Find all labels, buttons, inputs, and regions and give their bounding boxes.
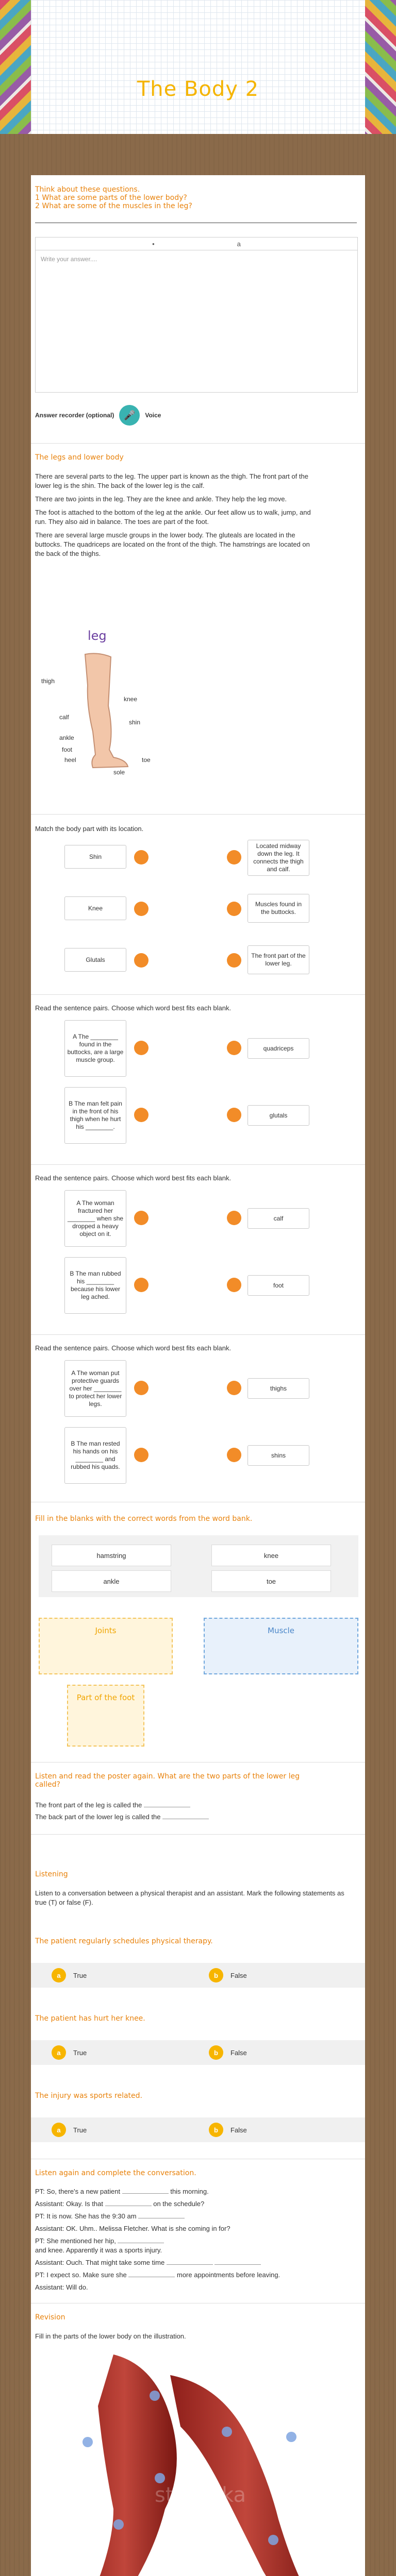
listen1-blank-1[interactable] <box>144 1801 190 1807</box>
label-hotspot[interactable] <box>150 2391 160 2401</box>
conversation-text: Assistant: Ouch. That might take some time <box>35 2259 165 2266</box>
conversation-instruction: Listen again and complete the conversation. <box>35 2169 196 2177</box>
match3-left-2[interactable]: B The man rubbed his ________ because his lower leg ached. <box>64 1257 126 1314</box>
answer-textarea[interactable]: Write your answer.... <box>41 256 97 263</box>
conversation-line <box>35 2199 344 2209</box>
anatomy-legs-image <box>52 2354 340 2576</box>
reading-paragraph-2: There are two joints in the leg. They are the knee and ankle. They help the leg move. <box>35 495 287 503</box>
conversation-text: PT: It is now. She has the 9:30 am <box>35 2212 137 2220</box>
conversation-blank-7[interactable] <box>128 2270 175 2277</box>
image-watermark: stylistika <box>155 2483 246 2507</box>
header-grid <box>31 0 365 134</box>
conversation-blank-1[interactable] <box>122 2187 169 2194</box>
option-text: False <box>230 2048 247 2057</box>
label-sole: sole <box>113 769 125 776</box>
listen1-instruction: Listen and read the poster again. What are the two parts of the lower leg called? <box>35 1772 300 1789</box>
match3-right-1[interactable]: calf <box>248 1208 309 1229</box>
microphone-icon[interactable]: 🎤 <box>119 405 140 426</box>
conversation-text: PT: She mentioned her hip, <box>35 2237 116 2245</box>
divider <box>31 1334 365 1335</box>
label-hotspot[interactable] <box>113 2519 124 2530</box>
answer-recorder <box>35 405 161 426</box>
leg-diagram-title: leg <box>88 629 107 643</box>
tf-question-1: The patient regularly schedules physical therapy. <box>35 1937 213 1945</box>
match4-right-1[interactable]: thighs <box>248 1378 309 1399</box>
intro-line-1: Think about these questions. <box>35 185 140 194</box>
conversation-blank-2[interactable] <box>105 2199 152 2206</box>
listening-text: Listen to a conversation between a physical therapist and an assistant. Mark the following statements as true (T) or false (F). <box>35 1889 344 1906</box>
match3-left-2-connector[interactable] <box>134 1278 148 1292</box>
revision-heading: Revision <box>35 2313 65 2321</box>
listen1-blank-2[interactable] <box>162 1812 209 1819</box>
listen1-line-2 <box>31 1812 369 1822</box>
option-text: True <box>73 1971 87 1979</box>
conversation-line <box>35 2224 344 2233</box>
option-badge-b: b <box>209 2045 223 2060</box>
match2-left-1-connector[interactable] <box>134 1041 148 1055</box>
label-heel: heel <box>64 756 76 764</box>
leg-illustration <box>36 629 165 773</box>
listening-heading: Listening <box>35 1870 68 1878</box>
match2-right-2-connector[interactable] <box>227 1108 241 1122</box>
conversation-text: Assistant: OK. Uhm.. Melissa Fletcher. What is she coming in for? <box>35 2225 230 2232</box>
match3-right-2-connector[interactable] <box>227 1278 241 1292</box>
match1-right-1-connector[interactable] <box>227 850 241 865</box>
conversation-line <box>35 2283 344 2292</box>
label-hotspot[interactable] <box>222 2427 232 2437</box>
conversation-text: PT: I expect so. Make sure she <box>35 2271 127 2279</box>
match1-left-1[interactable]: Shin <box>64 845 126 869</box>
conversation-blank-6[interactable] <box>214 2258 261 2265</box>
listen1-line-1-text: The front part of the leg is called the <box>35 1801 142 1809</box>
match4-right-1-connector[interactable] <box>227 1381 241 1395</box>
conversation-line <box>35 2270 344 2280</box>
label-hotspot[interactable] <box>82 2437 93 2447</box>
divider <box>31 994 365 995</box>
label-knee: knee <box>124 696 138 703</box>
match4-left-1-connector[interactable] <box>134 1381 148 1395</box>
conversation-text: this morning. <box>170 2188 209 2195</box>
match4-left-1[interactable]: A The woman put protective guards over her ________ to protect her lower legs. <box>64 1360 126 1417</box>
match2-right-1[interactable]: quadriceps <box>248 1038 309 1059</box>
reading-section <box>31 453 365 563</box>
tf-option-1-true[interactable] <box>52 1968 87 1982</box>
match2-instruction: Read the sentence pairs. Choose which word best fits each blank. <box>35 1004 232 1012</box>
label-thigh: thigh <box>41 677 55 685</box>
tf-option-1-false[interactable] <box>209 1968 247 1982</box>
voice-label: Voice <box>145 412 161 419</box>
listen1-line-1 <box>31 1801 369 1810</box>
match4-right-2-connector[interactable] <box>227 1448 241 1462</box>
page-title: The Body 2 <box>137 77 259 101</box>
conversation-text: more appointments before leaving. <box>177 2271 280 2279</box>
intro-questions <box>31 185 369 210</box>
answer-editor[interactable] <box>35 237 358 393</box>
sort-card-joints[interactable]: Joints <box>39 1618 173 1674</box>
divider <box>31 814 365 815</box>
conversation-blank-4[interactable] <box>118 2236 164 2243</box>
match4-left-2[interactable]: B The man rested his hands on his ________ and rubbed his quads. <box>64 1427 126 1484</box>
match2-left-1[interactable]: A The ________ found in the buttocks, are a large muscle group. <box>64 1020 126 1077</box>
match3-instruction: Read the sentence pairs. Choose which word best fits each blank. <box>35 1174 232 1182</box>
conversation-line <box>35 2246 344 2255</box>
leg-diagram <box>36 629 165 776</box>
match1-left-2[interactable]: Knee <box>64 896 126 920</box>
listen1-line-2-text: The back part of the lower leg is called the <box>35 1813 161 1821</box>
tf-option-3-false[interactable] <box>209 2123 247 2137</box>
divider <box>31 1834 365 1835</box>
match4-left-2-connector[interactable] <box>134 1448 148 1462</box>
label-shin: shin <box>129 719 141 726</box>
text-format-button[interactable]: a <box>237 240 241 248</box>
match1-left-2-connector[interactable] <box>134 902 148 916</box>
option-text: False <box>230 2126 247 2134</box>
option-badge-b: b <box>209 1968 223 1982</box>
worksheet <box>31 175 365 2576</box>
wordbank-word-hamstring[interactable]: hamstring <box>52 1545 171 1566</box>
match1-right-3[interactable]: The front part of the lower leg. <box>248 945 309 974</box>
match1-right-2[interactable]: Muscles found in the buttocks. <box>248 894 309 923</box>
reading-heading: The legs and lower body <box>35 453 124 462</box>
match3-right-1-connector[interactable] <box>227 1211 241 1225</box>
intro-line-3: 2 What are some of the muscles in the leg? <box>35 202 192 210</box>
option-text: True <box>73 2126 87 2134</box>
option-badge-a: a <box>52 2123 66 2137</box>
tf-question-3: The injury was sports related. <box>35 2092 142 2100</box>
label-hotspot[interactable] <box>268 2535 278 2545</box>
option-text: False <box>230 1971 247 1979</box>
match2-left-2[interactable]: B The man felt pain in the front of his thigh when he hurt his ________. <box>64 1087 126 1144</box>
match2-right-1-connector[interactable] <box>227 1041 241 1055</box>
conversation-text: and knee. Apparently it was a sports injury. <box>35 2246 162 2254</box>
reading-paragraph-3: The foot is attached to the bottom of the leg at the ankle. Our feet allow us to walk, jump, and run. They also aid in balance. The toes are part of the foot. <box>35 509 311 526</box>
label-calf: calf <box>59 714 69 721</box>
legs-illustration <box>52 2354 340 2576</box>
wordbank-word-knee[interactable]: knee <box>211 1545 331 1566</box>
bullet-list-button[interactable]: • <box>152 240 155 248</box>
match3-left-1[interactable]: A The woman fractured her ________ when she dropped a heavy object on it. <box>64 1190 126 1247</box>
match4-instruction: Read the sentence pairs. Choose which word best fits each blank. <box>35 1344 232 1352</box>
match3-left-1-connector[interactable] <box>134 1211 148 1225</box>
match1-instruction: Match the body part with its location. <box>35 825 144 833</box>
reading-paragraph-4: There are several large muscle groups in the lower body. The gluteals are located in the buttocks. The quadriceps are located on the front of the thigh. The hamstrings are located on the back of the thighs. <box>35 531 310 557</box>
conversation-transcript <box>31 2187 344 2295</box>
label-hotspot[interactable] <box>155 2473 165 2483</box>
conversation-text: Assistant: Okay. Is that <box>35 2200 103 2208</box>
conversation-text: Assistant: Will do. <box>35 2283 88 2291</box>
intro-line-2: 1 What are some parts of the lower body? <box>35 194 187 202</box>
label-toe: toe <box>142 756 151 764</box>
recorder-label: Answer recorder (optional) <box>35 412 114 419</box>
tf-option-2-false[interactable] <box>209 2045 247 2060</box>
wordbank-word-ankle[interactable]: ankle <box>52 1570 171 1592</box>
label-ankle: ankle <box>59 734 74 741</box>
conversation-text: PT: So, there's a new patient <box>35 2188 121 2195</box>
label-foot: foot <box>62 746 73 753</box>
option-badge-b: b <box>209 2123 223 2137</box>
match1-right-1[interactable]: Located midway down the leg. It connects the thigh and calf. <box>248 840 309 876</box>
option-badge-a: a <box>52 1968 66 1982</box>
conversation-line <box>35 2258 344 2267</box>
revision-section <box>31 2313 369 2351</box>
match3-right-2[interactable]: foot <box>248 1275 309 1296</box>
conversation-blank-5[interactable] <box>167 2258 213 2265</box>
match1-left-3[interactable]: Glutals <box>64 948 126 972</box>
option-text: True <box>73 2048 87 2057</box>
match1-right-2-connector[interactable] <box>227 902 241 916</box>
tf-option-3-true[interactable] <box>52 2123 87 2137</box>
editor-toolbar <box>36 238 357 250</box>
listening-section <box>31 1870 369 1918</box>
match1-right-3-connector[interactable] <box>227 953 241 968</box>
revision-text: Fill in the parts of the lower body on the illustration. <box>35 2332 186 2340</box>
match1-left-3-connector[interactable] <box>134 953 148 968</box>
conversation-line <box>35 2236 344 2246</box>
conversation-line <box>35 2187 344 2196</box>
conversation-text: on the schedule? <box>153 2200 205 2208</box>
match4-right-2[interactable]: shins <box>248 1445 309 1466</box>
conversation-blank-3[interactable] <box>138 2212 185 2218</box>
sort-card-muscle[interactable]: Muscle <box>204 1618 358 1674</box>
reading-paragraph-1: There are several parts to the leg. The upper part is known as the thigh. The front part of the lower leg is the shin. The back of the lower leg is the calf. <box>35 472 308 489</box>
tf-option-2-true[interactable] <box>52 2045 87 2060</box>
match2-right-2[interactable]: glutals <box>248 1105 309 1126</box>
wordbank-instruction: Fill in the blanks with the correct words from the word bank. <box>35 1515 253 1523</box>
match2-left-2-connector[interactable] <box>134 1108 148 1122</box>
divider <box>31 1164 365 1165</box>
conversation-line <box>35 2212 344 2221</box>
divider <box>31 443 365 444</box>
wordbank-word-toe[interactable]: toe <box>211 1570 331 1592</box>
tf-question-2: The patient has hurt her knee. <box>35 2014 145 2023</box>
option-badge-a: a <box>52 2045 66 2060</box>
wood-background-left <box>0 134 31 2576</box>
sort-card-part-of-foot[interactable]: Part of the foot <box>67 1685 144 1747</box>
label-hotspot[interactable] <box>286 2432 296 2442</box>
wood-background-right <box>365 134 396 2576</box>
match1-left-1-connector[interactable] <box>134 850 148 865</box>
